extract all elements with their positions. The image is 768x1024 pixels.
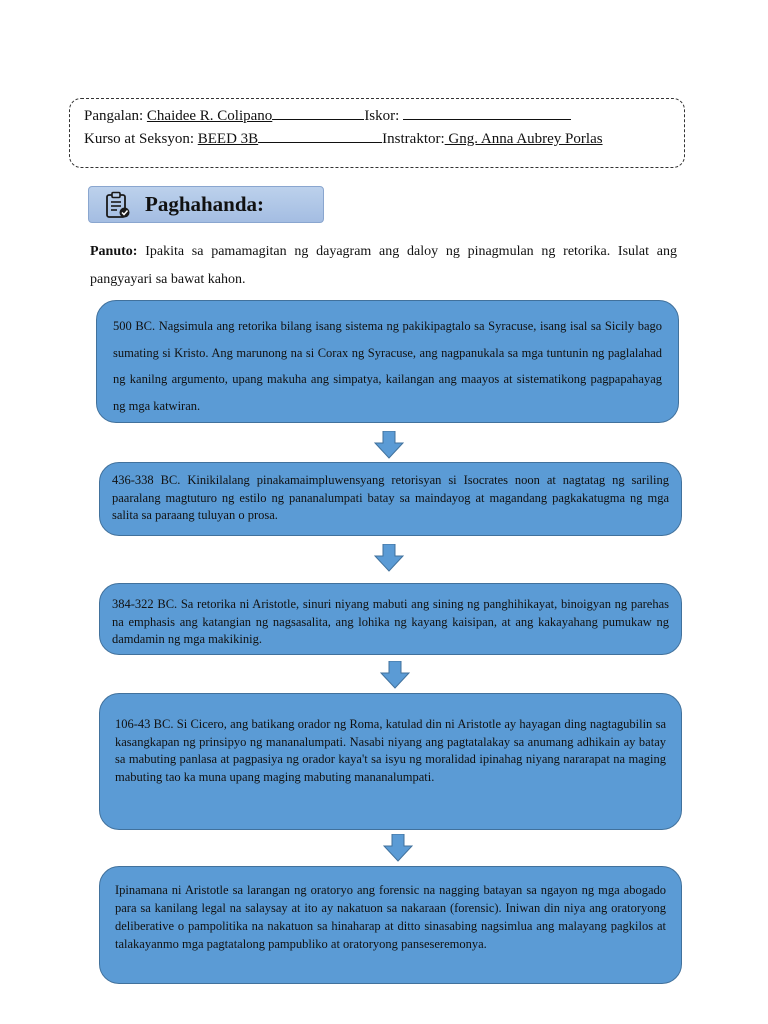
down-arrow-icon	[374, 544, 404, 572]
timeline-card-text: 384-322 BC. Sa retorika ni Aristotle, sinuri niyang mabuti ang sining ng panghihikayat, binoigyan ng parehas na emphasis ang katangian ng nagsasalita, ang lohika ng kayang kaisipan, at ang kakayahang pumukaw ng damdamin ng mga makikinig.	[112, 597, 669, 646]
student-info-box	[69, 98, 685, 168]
clipboard-check-icon	[105, 191, 131, 219]
timeline-card-text: 436-338 BC. Kinikilalang pinakamaimpluwensyang retorisyan si Isocrates noon at nagtatag ng sariling paaralang magtuturo ng estilo ng pananalumpati batay sa maindayog at magandang pagkakatugma ng mga salita sa paraang tuluyan o prosa.	[112, 473, 669, 522]
instructions-paragraph	[90, 238, 677, 294]
section-heading-tab	[88, 186, 324, 223]
course-label: Kurso at Seksyon:	[84, 131, 194, 147]
timeline-card-1	[96, 300, 679, 423]
instructions-text: Ipakita sa pamamagitan ng dayagram ang daloy ng pinagmulan ng retorika. Isulat ang pangyayari sa bawat kahon.	[90, 244, 677, 287]
down-arrow-icon	[383, 834, 413, 862]
course-blank-line	[258, 142, 382, 143]
timeline-card-text: 106-43 BC. Si Cicero, ang batikang orador ng Roma, katulad din ni Aristotle ay hayagan ding nagtagubilin sa kasangkapan ng prinsipyo ng mananalumpati. Nasabi niyang ang pagtatalakay sa anumang adhikain ay batay sa mabuting panlasa at pagpasiya ng orador kaya't sa isyu ng moralidad ipinahag niyang nararapat na maging mabuting tao ka muna upang maging mabuting mananalumpati.	[115, 717, 666, 784]
score-label: Iskor:	[364, 108, 400, 124]
score-blank-line	[403, 119, 571, 120]
timeline-card-text: Ipinamana ni Aristotle sa larangan ng oratoryo ang forensic na nagging batayan sa ngayon ng mga abogado para sa kanilang legal na salaysay at ito ay nakatuon sa nakaraan (forensic). Iniwan din niya ang oratoryong deliberative o pampolitika na nakatuon sa hinaharap at ditto sinasabing nagsimlua ang malayang pagkilos at talakayanmo mga pagtatalong pampubliko at oratoryong panseseremonya.	[115, 883, 666, 951]
timeline-card-4	[99, 693, 682, 830]
down-arrow-icon	[380, 661, 410, 689]
timeline-card-5	[99, 866, 682, 984]
name-label: Pangalan:	[84, 108, 144, 124]
timeline-card-2	[99, 462, 682, 536]
name-row	[84, 108, 571, 125]
timeline-card-3	[99, 583, 682, 655]
timeline-card-text: 500 BC. Nagsimula ang retorika bilang isang sistema ng pakikipagtalo sa Syracuse, isang isal sa Sicily bago sumating si Kristo. Ang marunong na si Corax ng Syracuse, ang nagpanukala sa mga tuntunin ng paglalahad ng kanilng argumento, upang makuha ang simpatya, kailangan ang maayos at sistematikong pagpapahayag ng mga katwiran.	[113, 319, 662, 413]
section-title: Paghahanda:	[145, 192, 265, 216]
instructions-label: Panuto:	[90, 244, 138, 259]
name-blank-line	[272, 119, 364, 120]
instructor-value: Gng. Anna Aubrey Porlas	[444, 131, 603, 147]
instructor-label: Instraktor:	[382, 131, 445, 147]
course-row	[84, 131, 603, 148]
name-value: Chaidee R. Colipano	[146, 108, 273, 124]
course-value: BEED 3B	[197, 131, 259, 147]
down-arrow-icon	[374, 431, 404, 459]
